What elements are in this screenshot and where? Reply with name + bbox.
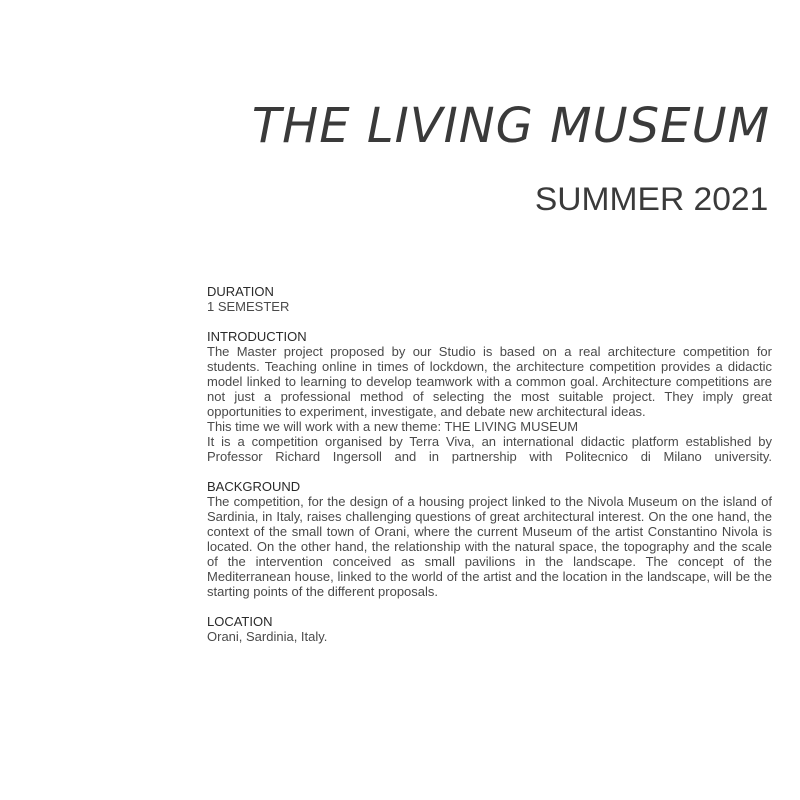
- location-heading: LOCATION: [207, 614, 273, 629]
- background-heading: BACKGROUND: [207, 479, 301, 494]
- body-content: [207, 284, 772, 659]
- location-text: Orani, Sardinia, Italy.: [207, 629, 328, 644]
- duration-heading: DURATION: [207, 284, 274, 299]
- introduction-paragraph-1: The Master project proposed by our Studio is based on a real architecture competition for students. Teaching online in times of lockdown, the architecture competition provides a didactic model linked to learning to develop teamwork with a common goal. Architecture competitions are not just a professional method of selecting the most suitable project. They imply great opportunities to experiment, investigate, and debate new architectural ideas.: [207, 344, 772, 419]
- background-paragraph: The competition, for the design of a housing project linked to the Nivola Museum on the island of Sardinia, in Italy, raises challenging questions of great architectural interest. On the one hand, the context of the small town of Orani, where the current Museum of the artist Constantino Nivola is located. On the other hand, the relationship with the natural space, the topography and the scale of the intervention conceived as small pavilions in the landscape. The concept of the Mediterranean house, linked to the world of the artist and the location in the landscape, will be the starting points of the different proposals.: [207, 494, 772, 599]
- introduction-paragraph-3: It is a competition organised by Terra Viva, an international didactic platform established by Professor Richard Ingersoll and in partnership with Politecnico di Milano university.: [207, 434, 772, 464]
- page-subtitle: SUMMER 2021: [534, 181, 768, 217]
- duration-text: 1 SEMESTER: [207, 299, 290, 314]
- section-duration: [207, 284, 772, 314]
- page-title: THE LIVING MUSEUM: [251, 98, 770, 154]
- section-location: [207, 614, 772, 644]
- section-background: [207, 479, 772, 599]
- section-introduction: [207, 329, 772, 464]
- introduction-paragraph-2: This time we will work with a new theme: THE LIVING MUSEUM: [207, 419, 579, 434]
- introduction-heading: INTRODUCTION: [207, 329, 307, 344]
